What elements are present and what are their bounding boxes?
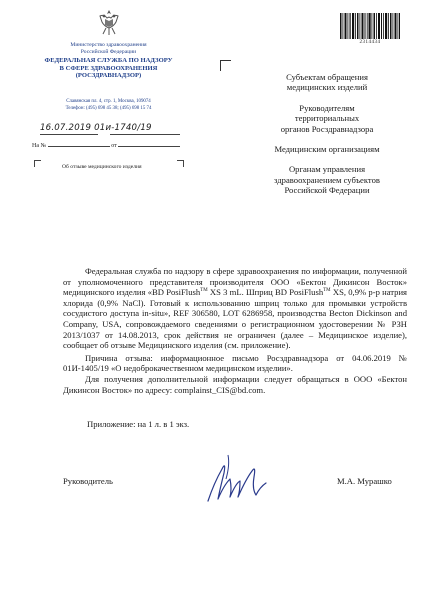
barcode-number: 2314434 (359, 40, 381, 45)
body-paragraph-notice: Федеральная служба по надзору в сфере здравоохранения по информации, полученной от уполномоченного представителя производителя ООО «Бектон Дикинсон Восток» медицинского изделия «BD PosiFlush™ XS 3 mL. Шприц BD PosiFlush™ XS, 0,9% р-р натрия хлорида (0,9% NaCl). Готовый к использованию шприц только для промывки устройств сосудистого доступа in-situ», REF 306580, LOT 6286958, производства Becton Dickinson and Company, USA, сопровождаемого сведениями о регистрационном удостоверении № РЗН 2013/1037 от 14.08.2013, срок действия не ограничен (далее – Медицинское изделие), сообщает об отзыве Медицинского изделия (см. приложение). (63, 266, 408, 351)
agency-line: В СФЕРЕ ЗДРАВООХРАНЕНИЯ (59, 64, 158, 72)
barcode-icon (340, 13, 400, 39)
number-underline (110, 134, 180, 135)
recipient-group (242, 72, 412, 93)
recipient-line: органов Росздравнадзора (280, 123, 374, 134)
recipient-group (242, 164, 412, 195)
ministry-line: Министерство здравоохранения (70, 42, 147, 48)
subject-bracket-right (177, 160, 184, 167)
phone-line: Телефон: (495) 698 45 38; (495) 698 15 74 (65, 105, 152, 111)
agency-line: ФЕДЕРАЛЬНАЯ СЛУЖБА ПО НАДЗОРУ (44, 57, 173, 64)
handwritten-date-number: 16.07.2019 01и-1740/19 (40, 123, 152, 133)
ministry-line: Российской Федерации (80, 49, 137, 55)
subject-bracket-left (34, 160, 41, 167)
recipient-line: медицинских изделий (286, 82, 368, 93)
recipient-line: здравоохранением субъектов (274, 174, 380, 185)
trademark-mark: TM (200, 288, 208, 294)
coat-of-arms-icon (96, 8, 122, 38)
body-paragraph-reason: Причина отзыва: информационное письмо Росздравнадзора от 04.06.2019 № 01И-1405/19 «О недоброкачественном медицинском изделии». (63, 352, 407, 374)
address-corner-mark (220, 60, 231, 71)
recipients-block (242, 72, 412, 206)
letter-subject: Об отзыве медицинского изделия (62, 164, 142, 170)
agency-address (42, 99, 175, 112)
attachment-note: Приложение: на 1 л. в 1 экз. (87, 419, 190, 429)
body-paragraph-contact: Для получения дополнительной информации следует обращаться в ООО «Бектон Дикинсон Восток» по адресу: complainst_CIS@bd.com. (63, 373, 407, 395)
trademark-mark: TM (323, 288, 331, 294)
address-line: Славянская пл. 4, стр. 1, Москва, 109074 (66, 99, 151, 104)
date-underline (40, 134, 98, 135)
recipient-line: Медицинским организациям (274, 144, 380, 155)
recipient-line: территориальных (294, 113, 360, 124)
signature-icon (200, 449, 270, 507)
reference-row (32, 140, 192, 150)
recipient-line: Органам управления (288, 164, 366, 175)
reference-number-line (48, 140, 110, 147)
agency-line: (РОСЗДРАВНАДЗОР) (75, 72, 142, 80)
recipient-group (242, 144, 412, 154)
letter-body (63, 266, 407, 395)
recipient-line: Субъектам обращения (286, 72, 368, 82)
recipient-line: Российской Федерации (284, 185, 370, 196)
recipient-line: Руководителям (299, 102, 355, 113)
recipient-group (242, 103, 412, 134)
signatory-role: Руководитель (63, 476, 113, 486)
ministry-name (46, 42, 171, 56)
agency-name (42, 57, 175, 80)
reference-date-label: от (111, 143, 117, 149)
reference-number-label: На № (32, 143, 47, 149)
signatory-name: М.А. Мурашко (337, 476, 392, 486)
reference-date-line (118, 140, 180, 147)
